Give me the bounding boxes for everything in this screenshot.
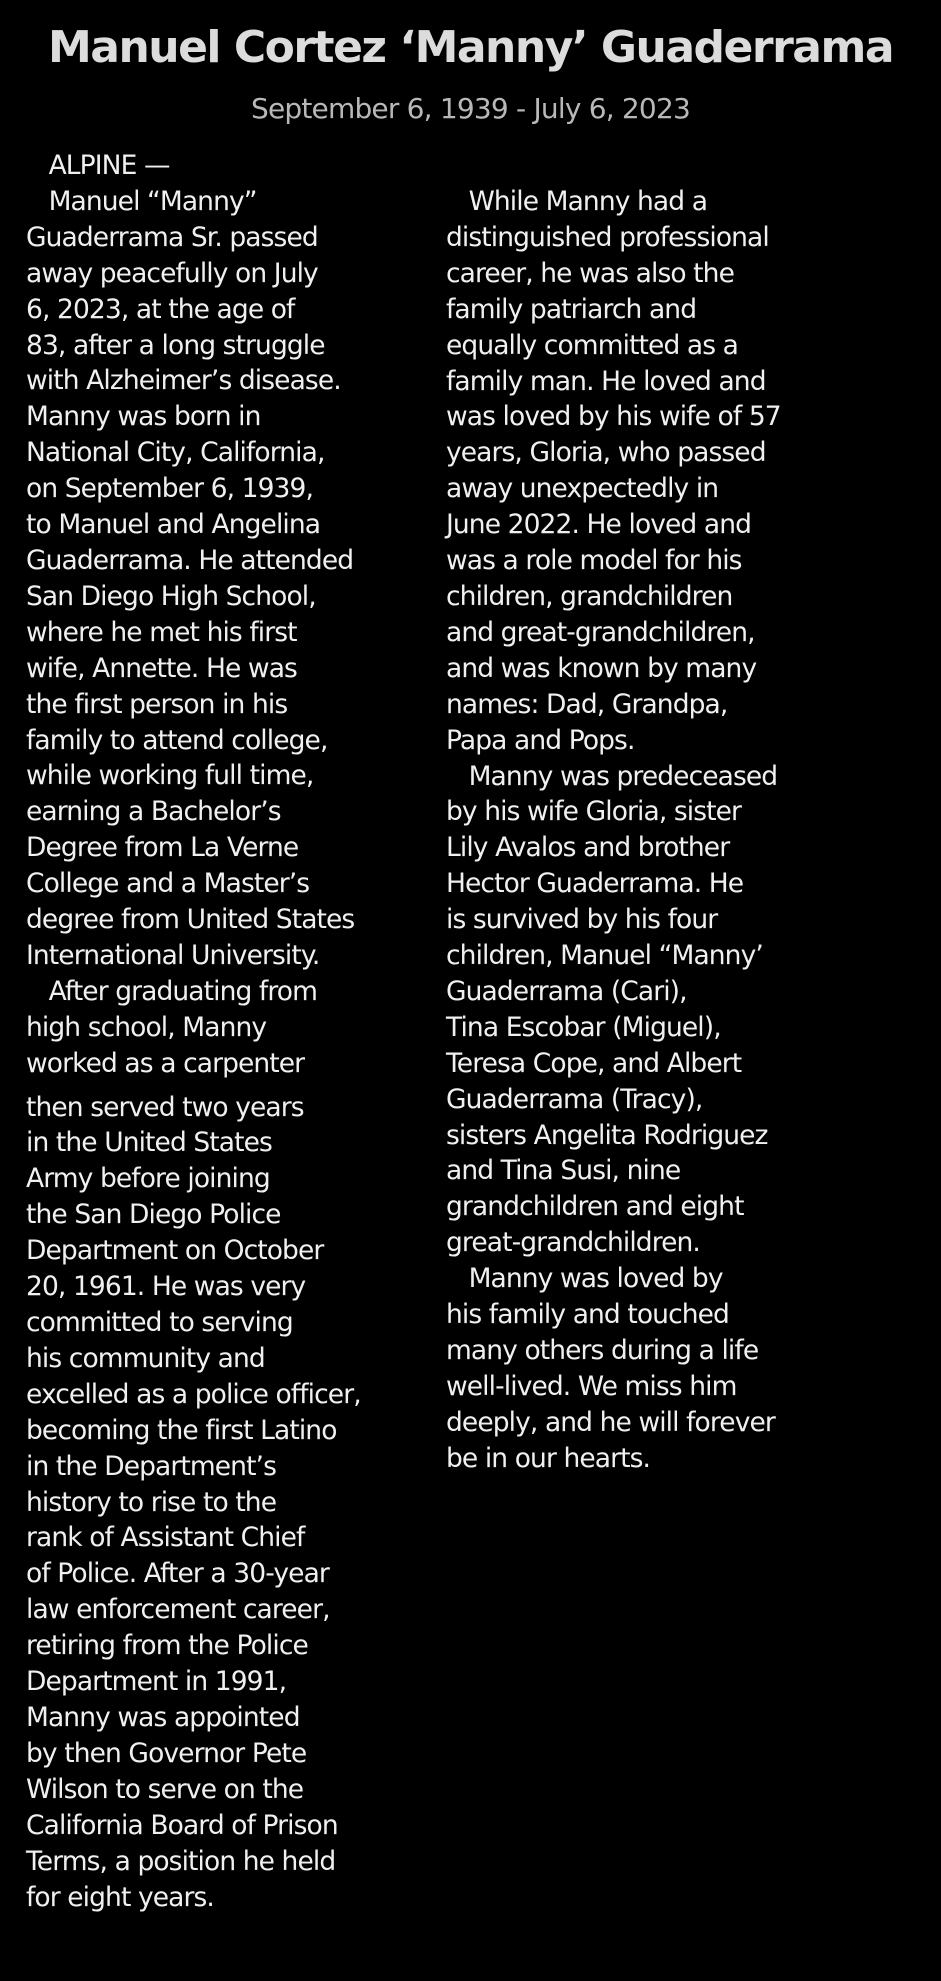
text-line: with Alzheimer’s disease.	[26, 365, 341, 397]
text-line: Degree from La Verne	[26, 832, 299, 864]
text-line: wife, Annette. He was	[26, 652, 297, 684]
text-line: children, grandchildren	[446, 580, 733, 612]
text-line: to Manuel and Angelina	[26, 509, 321, 541]
text-line: worked as a carpenter	[26, 1047, 305, 1079]
text-line: and great-grandchildren,	[446, 616, 755, 648]
text-line: away peacefully on July	[26, 257, 318, 289]
text-line: Teresa Cope, and Albert	[446, 1047, 742, 1079]
text-line: Manuel “Manny”	[26, 185, 257, 217]
text-line: committed to serving	[26, 1307, 293, 1338]
text-line: Manny was predeceased	[446, 760, 778, 792]
text-line: Department on October	[26, 1235, 324, 1267]
text-line: Manny was loved by	[446, 1263, 723, 1295]
text-line: 83, after a long struggle	[26, 329, 325, 361]
text-line: earning a Bachelor’s	[26, 796, 281, 828]
text-line: family man. He loved and	[446, 365, 766, 397]
text-line: for eight years.	[26, 1881, 214, 1913]
text-line: College and a Master’s	[26, 868, 310, 900]
text-line: Papa and Pops.	[446, 724, 635, 756]
text-line: on September 6, 1939,	[26, 473, 314, 505]
text-line: sisters Angelita Rodriguez	[446, 1119, 768, 1151]
text-line: family patriarch and	[446, 293, 697, 325]
text-line: career, he was also the	[446, 257, 734, 289]
text-line: Terms, a position he held	[26, 1845, 336, 1877]
text-line: 6, 2023, at the age of	[26, 293, 295, 325]
text-line: the San Diego Police	[26, 1199, 281, 1231]
text-line: ALPINE —	[26, 150, 170, 181]
text-line: was loved by his wife of 57	[446, 401, 781, 433]
text-line: equally committed as a	[446, 329, 739, 361]
text-line: law enforcement career,	[26, 1594, 330, 1626]
text-line: Hector Guaderrama. He	[446, 868, 744, 900]
text-line: and Tina Susi, nine	[446, 1155, 681, 1187]
text-line: After graduating from	[26, 975, 318, 1007]
text-line: becoming the first Latino	[26, 1414, 337, 1446]
text-line: while working full time,	[26, 760, 314, 792]
text-line: Guaderrama Sr. passed	[26, 221, 318, 253]
left-text-column	[26, 148, 426, 1915]
text-line: where he met his first	[26, 616, 297, 648]
text-line: many others during a life	[446, 1335, 759, 1366]
text-line: International University.	[26, 939, 320, 971]
text-line: retiring from the Police	[26, 1630, 308, 1662]
text-line: Department in 1991,	[26, 1666, 287, 1698]
text-line: be in our hearts.	[446, 1442, 651, 1474]
text-line: rank of Assistant Chief	[26, 1522, 305, 1554]
text-line: away unexpectedly in	[446, 473, 719, 505]
text-line: names: Dad, Grandpa,	[446, 688, 728, 720]
text-line: 20, 1961. He was very	[26, 1271, 306, 1303]
text-line: Army before joining	[26, 1163, 270, 1195]
text-line: While Manny had a	[446, 186, 708, 217]
text-line: Guaderrama (Tracy),	[446, 1083, 703, 1115]
text-line: his family and touched	[446, 1299, 729, 1331]
text-line: National City, California,	[26, 437, 325, 469]
text-line: the first person in his	[26, 688, 288, 720]
text-line: children, Manuel “Manny’	[446, 940, 763, 972]
life-dates: September 6, 1939 - July 6, 2023	[251, 92, 690, 125]
text-line: history to rise to the	[26, 1486, 277, 1518]
text-line: great-grandchildren.	[446, 1227, 700, 1259]
text-line: his community and	[26, 1342, 265, 1374]
text-line: then served two years	[26, 1091, 304, 1123]
text-line: Guaderrama (Cari),	[446, 975, 687, 1007]
text-line: by then Governor Pete	[26, 1737, 307, 1769]
text-line: is survived by his four	[446, 904, 718, 936]
text-line: June 2022. He loved and	[446, 509, 752, 541]
text-line: deeply, and he will forever	[446, 1406, 775, 1438]
text-line: well-lived. We miss him	[446, 1370, 737, 1402]
text-line: of Police. After a 30-year	[26, 1558, 329, 1590]
text-line: and was known by many	[446, 652, 757, 684]
text-line: Guaderrama. He attended	[26, 544, 354, 576]
text-line: in the Department’s	[26, 1450, 276, 1482]
text-line: Wilson to serve on the	[26, 1773, 304, 1805]
text-line: distinguished professional	[446, 221, 769, 253]
text-line: Manny was appointed	[26, 1701, 300, 1733]
text-line: excelled as a police officer,	[26, 1378, 361, 1410]
text-line: by his wife Gloria, sister	[446, 796, 742, 828]
text-line: San Diego High School,	[26, 580, 316, 612]
text-line: high school, Manny	[26, 1011, 267, 1043]
text-line: in the United States	[26, 1127, 272, 1159]
text-line: degree from United States	[26, 904, 355, 936]
right-text-column	[446, 184, 866, 1477]
text-line: Lily Avalos and brother	[446, 832, 730, 864]
text-line: Manny was born in	[26, 401, 261, 433]
text-line: grandchildren and eight	[446, 1191, 744, 1223]
text-line: California Board of Prison	[26, 1809, 338, 1841]
obituary-title: Manuel Cortez ‘Manny’ Guaderrama	[47, 22, 894, 73]
text-line: Tina Escobar (Miguel),	[446, 1011, 721, 1043]
text-line: years, Gloria, who passed	[446, 437, 766, 469]
text-line: family to attend college,	[26, 724, 328, 756]
text-line: was a role model for his	[446, 545, 742, 577]
